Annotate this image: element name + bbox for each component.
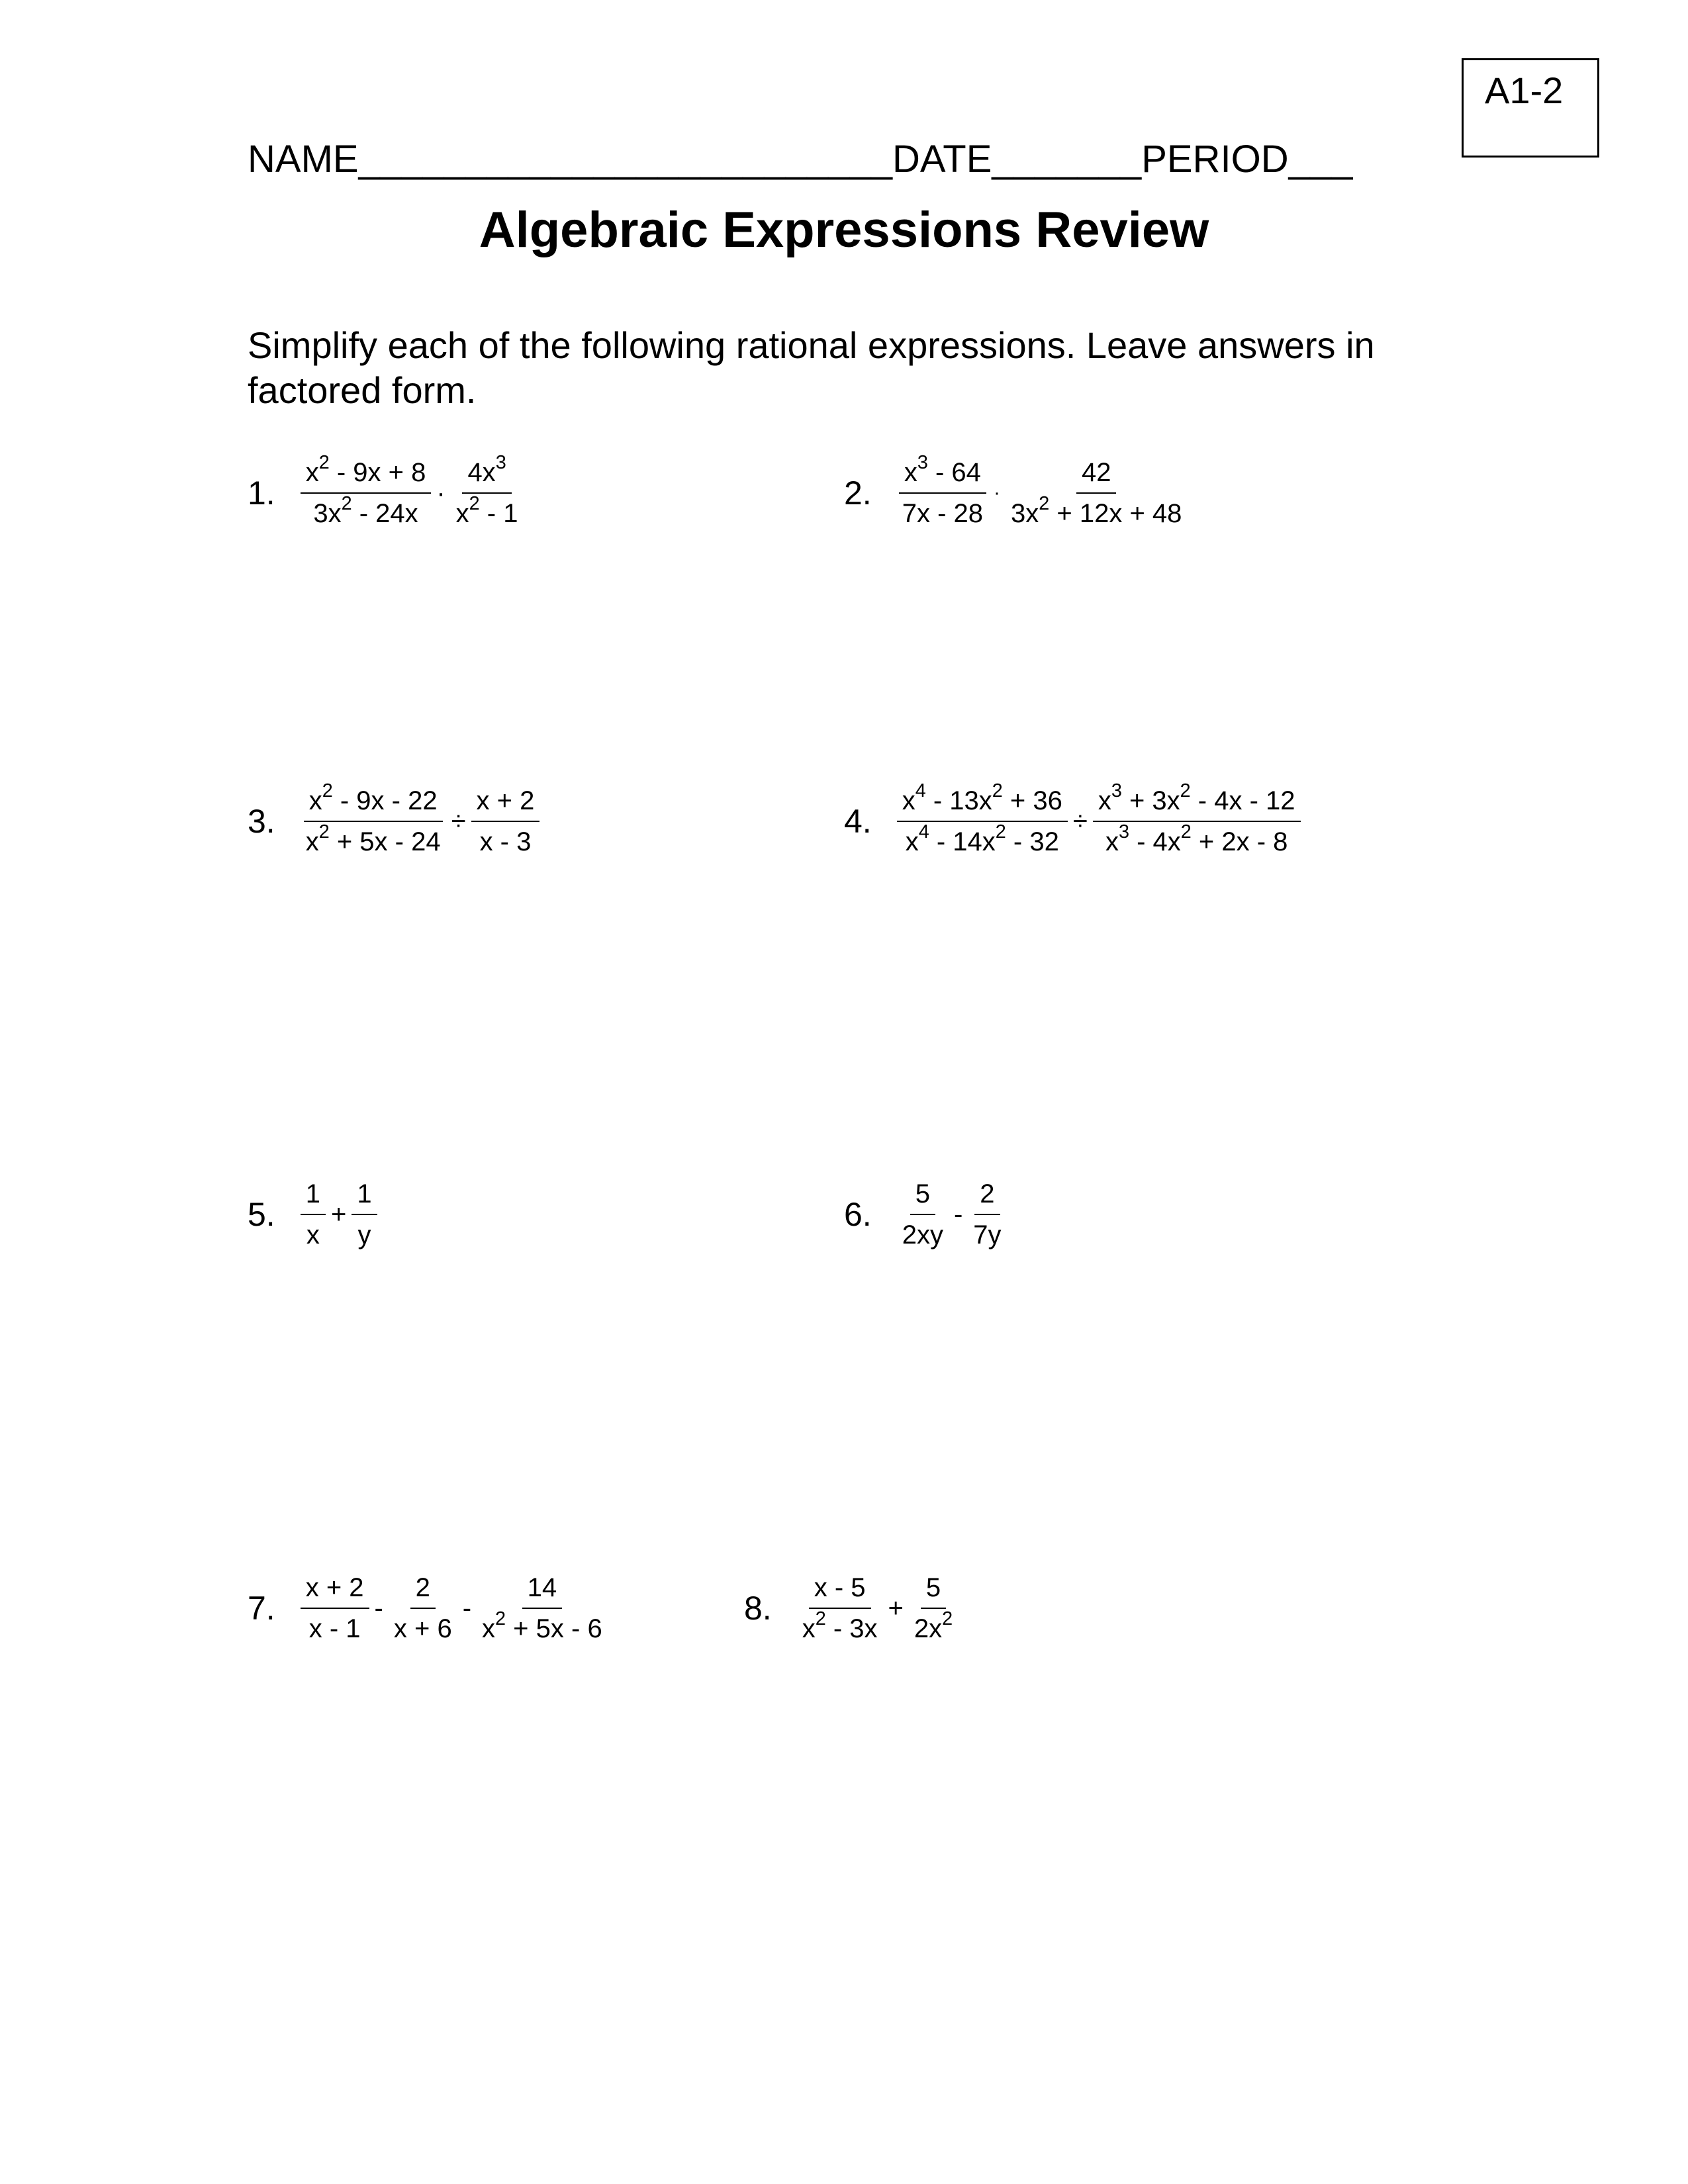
denominator: $2x^2$ xyxy=(914,1608,953,1643)
fraction xyxy=(451,452,524,529)
fraction xyxy=(797,1572,883,1645)
problem-number: 7. xyxy=(248,1590,275,1627)
expression xyxy=(301,452,524,529)
numerator: 5 xyxy=(921,1572,946,1609)
numerator: $x^3 + 3x^2 - 4x - 12$ xyxy=(1093,785,1301,822)
numerator: 5 xyxy=(910,1178,935,1215)
fraction xyxy=(471,785,540,858)
fraction xyxy=(301,780,446,858)
denominator: y xyxy=(357,1220,371,1250)
numerator: $x^2 - 9x + 8$ xyxy=(301,457,432,494)
fraction xyxy=(897,452,988,529)
denominator: $x^2 - 3x$ xyxy=(802,1608,878,1643)
multiply-operator: · xyxy=(994,482,1000,504)
problem-number: 6. xyxy=(844,1196,872,1233)
name-label: NAME xyxy=(248,138,359,181)
fraction xyxy=(301,1178,326,1251)
student-info-line xyxy=(248,140,1352,179)
numerator: 42 xyxy=(1076,457,1117,494)
fraction xyxy=(1093,780,1301,858)
plus-operator: + xyxy=(888,1593,904,1623)
minus-operator: - xyxy=(953,1199,963,1229)
expression xyxy=(301,1572,608,1645)
denominator: $x^3 - 4x^2 + 2x - 8$ xyxy=(1105,821,1288,856)
problem-2 xyxy=(844,452,1187,529)
problem-4 xyxy=(844,780,1301,858)
numerator: 14 xyxy=(522,1572,563,1609)
numerator: x + 2 xyxy=(301,1572,369,1609)
divide-operator: ÷ xyxy=(451,806,466,836)
expression xyxy=(897,1178,1007,1251)
problem-3 xyxy=(248,780,539,858)
expression xyxy=(797,1572,958,1645)
numerator: 2 xyxy=(974,1178,1000,1215)
problem-number: 3. xyxy=(248,803,275,840)
expression xyxy=(897,452,1188,529)
expression xyxy=(301,1178,377,1251)
worksheet-code-box xyxy=(1462,58,1599,158)
denominator: $3x^2 - 24x$ xyxy=(313,493,418,528)
minus-operator: - xyxy=(462,1593,472,1623)
denominator: x + 6 xyxy=(393,1614,452,1643)
denominator: $x^2 + 5x - 6$ xyxy=(482,1608,602,1643)
expression xyxy=(897,780,1301,858)
denominator: $x^4 - 14x^2 - 32$ xyxy=(905,821,1059,856)
denominator: $x^2 - 1$ xyxy=(455,493,518,528)
denominator: 2xy xyxy=(902,1220,943,1250)
worksheet-code: A1-2 xyxy=(1485,69,1564,111)
multiply-operator: · xyxy=(436,478,445,508)
fraction xyxy=(909,1572,958,1645)
fraction xyxy=(897,1178,949,1251)
denominator: $3x^2 + 12x + 48$ xyxy=(1011,493,1182,528)
date-label: DATE xyxy=(892,138,992,181)
numerator: $4x^3$ xyxy=(462,457,511,494)
numerator: $x^4 - 13x^2 + 36$ xyxy=(897,785,1068,822)
denominator: x - 1 xyxy=(308,1614,361,1643)
problem-8 xyxy=(744,1572,958,1645)
numerator: x + 2 xyxy=(471,785,540,822)
period-blank[interactable]: ___ xyxy=(1288,138,1353,181)
fraction xyxy=(301,1572,369,1645)
numerator: $x^2 - 9x - 22$ xyxy=(304,785,443,822)
problem-number: 1. xyxy=(248,475,275,512)
problem-number: 2. xyxy=(844,475,872,512)
fraction xyxy=(477,1572,608,1645)
worksheet-title: Algebraic Expressions Review xyxy=(479,202,1209,258)
problem-number: 8. xyxy=(744,1590,772,1627)
problem-number: 4. xyxy=(844,803,872,840)
period-label: PERIOD xyxy=(1141,138,1289,181)
fraction xyxy=(301,452,432,529)
fraction xyxy=(352,1178,377,1251)
fraction xyxy=(897,780,1068,858)
numerator: 1 xyxy=(352,1178,377,1215)
fraction xyxy=(968,1178,1006,1251)
fraction xyxy=(1006,457,1187,529)
denominator: 7x - 28 xyxy=(902,499,983,528)
denominator: $x^2 + 5x - 24$ xyxy=(305,821,441,856)
divide-operator: ÷ xyxy=(1072,806,1088,836)
denominator: x xyxy=(306,1220,320,1250)
numerator: 2 xyxy=(410,1572,436,1609)
problem-7 xyxy=(248,1572,608,1645)
problem-number: 5. xyxy=(248,1196,275,1233)
name-blank[interactable]: _________________________ xyxy=(358,138,892,181)
problem-1 xyxy=(248,452,523,529)
problem-6 xyxy=(844,1178,1007,1251)
fraction xyxy=(389,1572,457,1645)
plus-operator: + xyxy=(330,1199,347,1229)
numerator: x - 5 xyxy=(809,1572,871,1609)
problem-5 xyxy=(248,1178,377,1251)
date-blank[interactable]: _______ xyxy=(992,138,1142,181)
expression xyxy=(301,780,540,858)
minus-operator: - xyxy=(374,1593,383,1623)
denominator: x - 3 xyxy=(479,827,532,856)
instructions: Simplify each of the following rational expressions. Leave answers in factored form. xyxy=(248,324,1375,411)
numerator: 1 xyxy=(301,1178,326,1215)
numerator: $x^3 - 64$ xyxy=(899,457,986,494)
denominator: 7y xyxy=(973,1220,1002,1250)
